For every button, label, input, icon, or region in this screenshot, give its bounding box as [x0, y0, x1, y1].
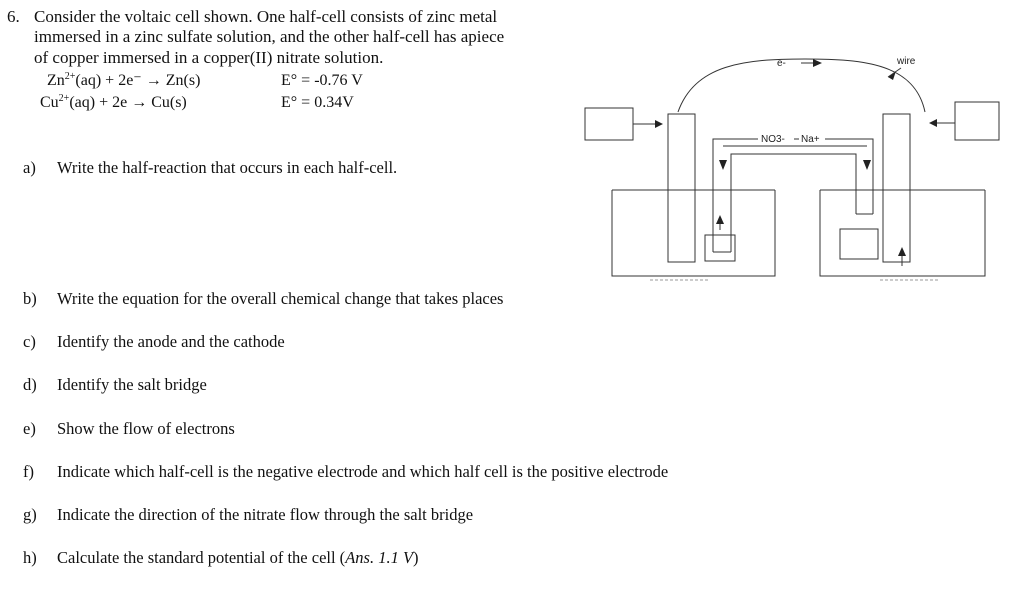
part-c-letter: c)	[23, 332, 36, 351]
question-line-3: of copper immersed in a copper(II) nitrate solution.	[34, 48, 384, 67]
zinc-equation: (aq) + 2e⁻ → Zn(s)	[75, 72, 201, 89]
sodium-label: Na+	[801, 134, 820, 145]
copper-potential: E° = 0.34V	[281, 94, 354, 111]
arrow-left-box	[655, 120, 663, 128]
part-g-letter: g)	[23, 505, 37, 524]
arrow-bridge-right	[863, 160, 871, 170]
left-beaker	[612, 190, 775, 276]
part-h-answer: Ans. 1.1 V	[345, 548, 414, 567]
part-d	[23, 375, 207, 395]
question-line-1: Consider the voltaic cell shown. One half-cell consists of zinc metal	[34, 7, 498, 26]
zinc-potential: E° = -0.76 V	[281, 72, 363, 89]
part-h-letter: h)	[23, 548, 37, 567]
part-e-letter: e)	[23, 419, 36, 438]
part-e	[23, 419, 235, 439]
right-answer-box	[955, 102, 999, 140]
right-electrode	[883, 114, 910, 262]
part-d-letter: d)	[23, 375, 37, 394]
arrow-left-ion	[716, 215, 724, 224]
salt-bridge-outer	[713, 139, 873, 252]
zinc-ion: Zn	[47, 72, 65, 89]
arrow-right-ion	[898, 247, 906, 256]
part-f-letter: f)	[23, 462, 34, 481]
question-line-2: immersed in a zinc sulfate solution, and the other half-cell has apiece	[34, 27, 505, 46]
part-h-tail: )	[413, 548, 419, 567]
part-c	[23, 332, 285, 352]
wire	[678, 59, 925, 112]
copper-ion: Cu	[40, 94, 59, 111]
part-f-text: Indicate which half-cell is the negative electrode and which half cell is the positive electrode	[57, 462, 669, 481]
zinc-charge: 2+	[64, 71, 76, 82]
question-number: 6.	[7, 7, 20, 26]
electron-label: e-	[777, 58, 786, 69]
salt-bridge-inner	[731, 154, 856, 252]
part-a	[23, 158, 397, 178]
part-a-text: Write the half-reaction that occurs in each half-cell.	[57, 158, 398, 177]
part-f	[23, 462, 668, 482]
part-g	[23, 505, 473, 525]
part-a-letter: a)	[23, 158, 36, 177]
left-answer-box	[585, 108, 633, 140]
part-d-text: Identify the salt bridge	[57, 375, 207, 394]
voltaic-cell-diagram	[575, 44, 1015, 306]
part-g-text: Indicate the direction of the nitrate flow through the salt bridge	[57, 505, 474, 524]
wire-label: wire	[897, 56, 916, 67]
arrow-electron	[813, 59, 822, 67]
zinc-half-reaction	[47, 71, 200, 91]
left-electrode	[668, 114, 695, 262]
arrow-right-box	[929, 119, 937, 127]
right-ion-box	[840, 229, 878, 259]
part-h	[23, 548, 419, 568]
copper-half-reaction	[40, 93, 187, 113]
copper-equation: (aq) + 2e → Cu(s)	[69, 94, 187, 111]
part-b-text: Write the equation for the overall chemical change that takes places	[57, 289, 504, 308]
part-e-text: Show the flow of electrons	[57, 419, 235, 438]
nitrate-label: NO3-	[761, 134, 785, 145]
part-b-letter: b)	[23, 289, 37, 308]
copper-charge: 2+	[58, 93, 70, 104]
arrow-bridge-left	[719, 160, 727, 170]
part-c-text: Identify the anode and the cathode	[57, 332, 285, 351]
part-h-text: Calculate the standard potential of the cell (	[57, 548, 346, 567]
part-b	[23, 289, 503, 309]
